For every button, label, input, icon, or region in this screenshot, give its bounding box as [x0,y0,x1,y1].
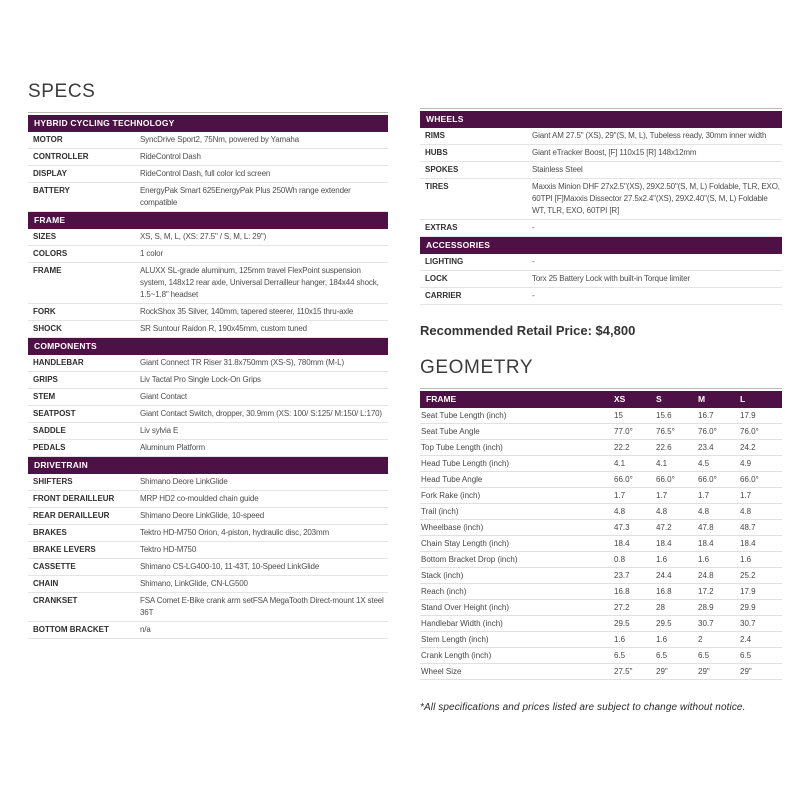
geometry-value: 6.5 [740,650,752,660]
geometry-value: 1.7 [656,490,668,500]
spec-value: Shimano, LinkGlide, CN-LG500 [140,579,248,588]
geometry-row-wheel-size [420,664,782,680]
spec-label: HUBS [425,148,448,157]
spec-row-saddle [28,423,388,440]
geometry-row-head-tube-length-inch [420,456,782,472]
geometry-value: 4.8 [614,506,626,516]
geometry-value: 66.0° [614,474,633,484]
spec-value: Tektro HD-M750 Orion, 4-piston, hydraulic disc, 203mm [140,528,330,537]
geometry-value: 18.4 [740,538,756,548]
geometry-row-label: Chain Stay Length (inch) [421,538,510,548]
spec-row-brake-levers [28,542,388,559]
geometry-value: 76.0° [698,426,717,436]
geometry-value: 48.7 [740,522,756,532]
spec-row-shock [28,321,388,338]
geometry-row-label: Wheelbase (inch) [421,522,484,532]
spec-value: MRP HD2 co-moulded chain guide [140,494,259,503]
spec-label: TIRES [425,182,449,191]
spec-value: EnergyPak Smart 625EnergyPak Plus 250Wh range extender compatible [140,186,351,207]
spec-row-frame [28,263,388,304]
spec-value: Torx 25 Battery Lock with built-in Torque limiter [532,274,690,283]
spec-label: COLORS [33,249,68,258]
specs-page-title: SPECS [28,81,96,102]
spec-value: 1 color [140,249,163,258]
spec-row-extras [420,220,782,237]
geometry-row-label: Crank Length (inch) [421,650,492,660]
spec-row-carrier [420,288,782,305]
geometry-value: 1.6 [656,634,668,644]
spec-label: SIZES [33,232,57,241]
spec-value: Liv sylvia E [140,426,179,435]
geometry-value: 1.7 [698,490,710,500]
spec-value: Giant Contact Switch, dropper, 30.9mm (XS: 100/ S:125/ M:150/ L:170) [140,409,382,418]
geometry-row-label: Seat Tube Angle [421,426,480,436]
geometry-value: 24.4 [656,570,672,580]
spec-value: Giant Contact [140,392,187,401]
geometry-title-divider [420,388,782,389]
geometry-value: 15.6 [656,410,672,420]
spec-label: RIMS [425,131,445,140]
geometry-value: 66.0° [656,474,675,484]
specs-right-sections [420,111,782,305]
geometry-value: 29" [740,666,752,676]
spec-label: BOTTOM BRACKET [33,625,109,634]
geometry-value: 1.6 [614,634,626,644]
geometry-value: 1.7 [740,490,752,500]
geometry-row-stack-inch [420,568,782,584]
spec-value: Shimano Deore LinkGlide [140,477,228,486]
geometry-value: 29" [698,666,710,676]
geometry-row-label: Reach (inch) [421,586,467,596]
geometry-row-head-tube-angle [420,472,782,488]
geometry-value: 29" [656,666,668,676]
geometry-row-label: Wheel Size [421,666,462,676]
spec-row-crankset [28,593,388,622]
geometry-value: 18.4 [698,538,714,548]
spec-label: BRAKE LEVERS [33,545,96,554]
geometry-value: 22.2 [614,442,630,452]
geometry-header-frame: FRAME [426,394,457,404]
spec-value: Maxxis Minion DHF 27x2.5"(XS), 29X2.50"(S, M, L) Foldable, TLR, EXO, 60TPI [F]Maxxis Dissector 27.5x2.4"(XS), 29X2.40"(S, M, L) Foldable WT, TLR, EXO, 60TPI [R] [532,182,780,215]
geometry-value: 1.6 [656,554,668,564]
spec-row-shifters [28,474,388,491]
spec-row-battery [28,183,388,212]
geometry-header-size-s: S [656,394,662,404]
geometry-row-handlebar-width-inch [420,616,782,632]
geometry-value: 47.2 [656,522,672,532]
spec-label: REAR DERAILLEUR [33,511,110,520]
spec-value: FSA Comet E-Bike crank arm setFSA MegaTooth Direct-mount 1X steel 36T [140,596,384,617]
geometry-row-top-tube-length-inch [420,440,782,456]
geometry-value: 1.6 [698,554,710,564]
spec-label: CONTROLLER [33,152,89,161]
spec-value: Stainless Steel [532,165,583,174]
geometry-value: 2.4 [740,634,752,644]
spec-row-pedals [28,440,388,457]
geometry-value: 4.1 [656,458,668,468]
right-column-top-divider [420,108,782,109]
specs-title-divider [28,112,388,113]
spec-label: FRONT DERAILLEUR [33,494,115,503]
spec-row-brakes [28,525,388,542]
spec-label: SPOKES [425,165,459,174]
geometry-value: 77.0° [614,426,633,436]
geometry-row-label: Stand Over Height (inch) [421,602,510,612]
geometry-value: 0.8 [614,554,626,564]
geometry-page-title: GEOMETRY [420,357,534,378]
geometry-row-fork-rake-inch [420,488,782,504]
geometry-row-label: Head Tube Length (inch) [421,458,510,468]
spec-label: SHIFTERS [33,477,73,486]
geometry-value: 76.5° [656,426,675,436]
geometry-value: 23.4 [698,442,714,452]
geometry-value: 28 [656,602,665,612]
geometry-row-stem-length-inch [420,632,782,648]
spec-value: XS, S, M, L, (XS: 27.5" / S, M, L: 29") [140,232,267,241]
spec-row-bottom-bracket [28,622,388,639]
spec-label: DISPLAY [33,169,67,178]
geometry-row-label: Stem Length (inch) [421,634,489,644]
geometry-row-label: Stack (inch) [421,570,464,580]
section-header-accessories: ACCESSORIES [420,237,782,254]
spec-label: FORK [33,307,56,316]
spec-label: SEATPOST [33,409,76,418]
geometry-value: 29.9 [740,602,756,612]
spec-label: BATTERY [33,186,70,195]
geometry-value: 27.5" [614,666,633,676]
section-header-components: COMPONENTS [28,338,388,355]
spec-row-handlebar [28,355,388,372]
spec-label: LIGHTING [425,257,464,266]
geometry-value: 30.7 [698,618,714,628]
geometry-row-label: Trail (inch) [421,506,459,516]
geometry-value: 17.9 [740,410,756,420]
geometry-value: 27.2 [614,602,630,612]
spec-row-motor [28,132,388,149]
spec-label: GRIPS [33,375,58,384]
spec-value: Giant eTracker Boost, [F] 110x15 [R] 148x12mm [532,148,697,157]
geometry-row-label: Head Tube Angle [421,474,483,484]
geometry-value: 29.5 [656,618,672,628]
spec-label: BRAKES [33,528,67,537]
geometry-value: 18.4 [656,538,672,548]
geometry-value: 47.3 [614,522,630,532]
geometry-value: 76.0° [740,426,759,436]
spec-value: SyncDrive Sport2, 75Nm, powered by Yamaha [140,135,299,144]
geometry-row-label: Top Tube Length (inch) [421,442,503,452]
spec-value: ALUXX SL-grade aluminum, 125mm travel FlexPoint suspension system, 148x12 rear axle, Universal Derrailleur hanger, 184x44 shock, 1.5~1.8" headset [140,266,379,299]
spec-value: - [532,223,535,232]
spec-row-controller [28,149,388,166]
spec-row-lock [420,271,782,288]
geometry-value: 4.1 [614,458,626,468]
spec-row-rims [420,128,782,145]
spec-value: RideControl Dash [140,152,201,161]
spec-value: n/a [140,625,151,634]
spec-label: CHAIN [33,579,59,588]
geometry-value: 16.8 [614,586,630,596]
spec-row-hubs [420,145,782,162]
geometry-value: 30.7 [740,618,756,628]
spec-label: STEM [33,392,56,401]
spec-value: - [532,257,535,266]
section-header-hybrid-cycling-technology: HYBRID CYCLING TECHNOLOGY [28,115,388,132]
spec-label: CARRIER [425,291,462,300]
geometry-row-label: Bottom Bracket Drop (inch) [421,554,518,564]
spec-label: SHOCK [33,324,62,333]
section-header-drivetrain: DRIVETRAIN [28,457,388,474]
geometry-value: 6.5 [656,650,668,660]
geometry-row-crank-length-inch [420,648,782,664]
specs-left-column [28,80,388,639]
geometry-value: 24.2 [740,442,756,452]
spec-label: CRANKSET [33,596,78,605]
geometry-row-chain-stay-length-inch [420,536,782,552]
geometry-value: 16.7 [698,410,714,420]
geometry-value: 1.6 [740,554,752,564]
spec-value: Giant Connect TR Riser 31.8x750mm (XS-S), 780mm (M-L) [140,358,344,367]
spec-value: Giant AM 27.5" (XS), 29"(S, M, L), Tubeless ready, 30mm inner width [532,131,767,140]
spec-row-spokes [420,162,782,179]
geometry-row-label: Seat Tube Length (inch) [421,410,507,420]
geometry-row-label: Fork Rake (inch) [421,490,481,500]
geometry-value: 29.5 [614,618,630,628]
geometry-value: 17.2 [698,586,714,596]
geometry-value: 4.8 [740,506,752,516]
geometry-row-seat-tube-length-inch [420,408,782,424]
spec-row-chain [28,576,388,593]
geometry-row-seat-tube-angle [420,424,782,440]
spec-row-seatpost [28,406,388,423]
geometry-value: 4.8 [656,506,668,516]
geometry-value: 28.9 [698,602,714,612]
spec-row-display [28,166,388,183]
geometry-value: 6.5 [698,650,710,660]
spec-row-lighting [420,254,782,271]
spec-row-colors [28,246,388,263]
geometry-row-stand-over-height-inch [420,600,782,616]
geometry-row-reach-inch [420,584,782,600]
spec-value: SR Suntour Raidon R, 190x45mm, custom tuned [140,324,307,333]
specs-left-sections [28,115,388,639]
spec-row-front-derailleur [28,491,388,508]
disclaimer-footnote: *All specifications and prices listed are subject to change without notice. [420,702,746,713]
spec-label: MOTOR [33,135,63,144]
geometry-value: 23.7 [614,570,630,580]
section-header-frame: FRAME [28,212,388,229]
geometry-value: 2 [698,634,703,644]
spec-value: Tektro HD-M750 [140,545,197,554]
spec-row-stem [28,389,388,406]
geometry-header-size-xs: XS [614,394,626,404]
spec-row-fork [28,304,388,321]
geometry-row-bottom-bracket-drop-inch [420,552,782,568]
geometry-value: 47.8 [698,522,714,532]
spec-row-tires [420,179,782,220]
geometry-value: 15 [614,410,623,420]
section-header-wheels: WHEELS [420,111,782,128]
geometry-header-size-m: M [698,394,706,404]
geometry-header-row [420,391,782,408]
spec-label: EXTRAS [425,223,458,232]
geometry-value: 4.9 [740,458,752,468]
retail-price-text: Recommended Retail Price: $4,800 [420,323,636,338]
geometry-value: 16.8 [656,586,672,596]
geometry-row-label: Handlebar Width (inch) [421,618,503,628]
geometry-row-wheelbase-inch [420,520,782,536]
spec-value: Aluminum Platform [140,443,206,452]
geometry-table [420,391,782,680]
spec-label: SADDLE [33,426,66,435]
spec-value: Shimano Deore LinkGlide, 10-speed [140,511,265,520]
geometry-value: 6.5 [614,650,626,660]
spec-label: CASSETTE [33,562,76,571]
geometry-value: 17.9 [740,586,756,596]
specs-right-column [420,101,782,713]
spec-value: RockShox 35 Silver, 140mm, tapered steerer, 110x15 thru-axle [140,307,354,316]
geometry-row-trail-inch [420,504,782,520]
spec-row-grips [28,372,388,389]
geometry-value: 18.4 [614,538,630,548]
geometry-header-size-l: L [740,394,746,404]
spec-label: LOCK [425,274,448,283]
spec-value: RideControl Dash, full color lcd screen [140,169,271,178]
geometry-value: 1.7 [614,490,626,500]
geometry-value: 66.0° [698,474,717,484]
spec-row-cassette [28,559,388,576]
geometry-value: 66.0° [740,474,759,484]
geometry-value: 25.2 [740,570,756,580]
spec-value: - [532,291,535,300]
spec-label: PEDALS [33,443,66,452]
spec-value: Shimano CS-LG400-10, 11-43T, 10-Speed LinkGlide [140,562,320,571]
geometry-value: 4.5 [698,458,710,468]
geometry-value: 22.6 [656,442,672,452]
spec-label: HANDLEBAR [33,358,84,367]
spec-row-sizes [28,229,388,246]
geometry-value: 24.8 [698,570,714,580]
spec-label: FRAME [33,266,62,275]
spec-row-rear-derailleur [28,508,388,525]
spec-value: Liv Tactal Pro Single Lock-On Grips [140,375,261,384]
geometry-value: 4.8 [698,506,710,516]
